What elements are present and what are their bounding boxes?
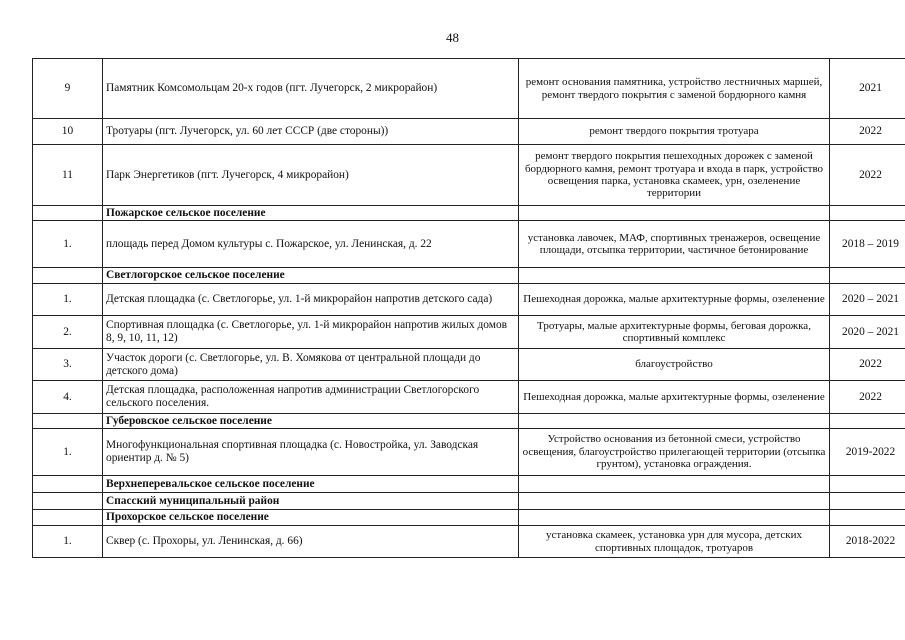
section-header-row	[33, 414, 905, 429]
object-name-cell: Детская площадка, расположенная напротив администрации Светлогорского сельского поселения.	[103, 381, 519, 414]
period-cell: 2021	[830, 59, 905, 119]
row-number-cell: 9	[33, 59, 103, 119]
period-cell: 2022	[830, 119, 905, 145]
row-number-cell: 10	[33, 119, 103, 145]
section-header-row	[33, 476, 905, 493]
object-name-cell: Спортивная площадка (с. Светлогорье, ул. 1-й микрорайон напротив жилых домов 8, 9, 10, 11, 12)	[103, 316, 519, 349]
period-cell	[830, 206, 905, 221]
work-description-cell: ремонт твердого покрытия тротуара	[519, 119, 830, 145]
work-description-cell: установка скамеек, установка урн для мусора, детских спортивных площадок, тротуаров	[519, 526, 830, 558]
work-description-cell: ремонт основания памятника, устройство лестничных маршей, ремонт твердого покрытия с заменой бордюрного камня	[519, 59, 830, 119]
object-name-cell: Прохорское сельское поселение	[103, 510, 519, 526]
work-description-cell	[519, 414, 830, 429]
table-row	[33, 284, 905, 316]
row-number-cell: 3.	[33, 349, 103, 381]
work-description-cell: ремонт твердого покрытия пешеходных дорожек с заменой бордюрного камня, ремонт тротуара и входа в парк, устройство освещения парка, установка скамеек, урн, озеленение территории	[519, 145, 830, 206]
period-cell: 2022	[830, 145, 905, 206]
object-name-cell: Тротуары (пгт. Лучегорск, ул. 60 лет СССР (две стороны))	[103, 119, 519, 145]
table-row	[33, 526, 905, 558]
table-row	[33, 145, 905, 206]
work-description-cell: установка лавочек, МАФ, спортивных тренажеров, освещение площади, отсыпка территории, частичное бетонирование	[519, 221, 830, 268]
object-name-cell: Многофункциональная спортивная площадка (с. Новостройка, ул. Заводская ориентир д. № 5)	[103, 429, 519, 476]
table-row	[33, 119, 905, 145]
period-cell: 2020 – 2021	[830, 316, 905, 349]
object-name-cell: Памятник Комсомольцам 20-х годов (пгт. Лучегорск, 2 микрорайон)	[103, 59, 519, 119]
table-row	[33, 221, 905, 268]
object-name-cell: Участок дороги (с. Светлогорье, ул. В. Хомякова от центральной площади до детского дома)	[103, 349, 519, 381]
row-number-cell: 1.	[33, 221, 103, 268]
row-number-cell: 1.	[33, 284, 103, 316]
row-number-cell	[33, 493, 103, 510]
work-description-cell: Тротуары, малые архитектурные формы, беговая дорожка, спортивный комплекс	[519, 316, 830, 349]
row-number-cell: 11	[33, 145, 103, 206]
period-cell	[830, 493, 905, 510]
section-header-row	[33, 493, 905, 510]
page-number: 48	[446, 30, 459, 45]
work-description-cell	[519, 476, 830, 493]
row-number-cell	[33, 510, 103, 526]
object-name-cell: Губеровское сельское поселение	[103, 414, 519, 429]
object-name-cell: Детская площадка (с. Светлогорье, ул. 1-й микрорайон напротив детского сада)	[103, 284, 519, 316]
work-description-cell	[519, 493, 830, 510]
row-number-cell: 2.	[33, 316, 103, 349]
row-number-cell	[33, 268, 103, 284]
object-name-cell: Пожарское сельское поселение	[103, 206, 519, 221]
period-cell: 2022	[830, 349, 905, 381]
work-description-cell: Пешеходная дорожка, малые архитектурные формы, озеленение	[519, 381, 830, 414]
work-description-cell: Устройство основания из бетонной смеси, устройство освещения, благоустройство прилегающей территории (отсыпка грунтом), установка ограждения.	[519, 429, 830, 476]
improvement-table	[32, 58, 905, 558]
row-number-cell	[33, 206, 103, 221]
period-cell	[830, 268, 905, 284]
table-row	[33, 429, 905, 476]
object-name-cell: Парк Энергетиков (пгт. Лучегорск, 4 микрорайон)	[103, 145, 519, 206]
work-description-cell	[519, 268, 830, 284]
object-name-cell: Спасский муниципальный район	[103, 493, 519, 510]
object-name-cell: Верхнеперевальское сельское поселение	[103, 476, 519, 493]
row-number-cell: 4.	[33, 381, 103, 414]
row-number-cell	[33, 414, 103, 429]
period-cell: 2022	[830, 381, 905, 414]
period-cell: 2020 – 2021	[830, 284, 905, 316]
period-cell: 2018 – 2019	[830, 221, 905, 268]
table-row	[33, 59, 905, 119]
period-cell	[830, 476, 905, 493]
object-name-cell: Светлогорское сельское поселение	[103, 268, 519, 284]
table-row	[33, 316, 905, 349]
period-cell: 2018-2022	[830, 526, 905, 558]
section-header-row	[33, 206, 905, 221]
period-cell	[830, 414, 905, 429]
work-description-cell: Пешеходная дорожка, малые архитектурные формы, озеленение	[519, 284, 830, 316]
object-name-cell: Сквер (с. Прохоры, ул. Ленинская, д. 66)	[103, 526, 519, 558]
object-name-cell: площадь перед Домом культуры с. Пожарское, ул. Ленинская, д. 22	[103, 221, 519, 268]
work-description-cell	[519, 206, 830, 221]
section-header-row	[33, 268, 905, 284]
row-number-cell	[33, 476, 103, 493]
table-row	[33, 349, 905, 381]
row-number-cell: 1.	[33, 526, 103, 558]
table-row	[33, 381, 905, 414]
work-description-cell: благоустройство	[519, 349, 830, 381]
row-number-cell: 1.	[33, 429, 103, 476]
period-cell: 2019-2022	[830, 429, 905, 476]
section-header-row	[33, 510, 905, 526]
work-description-cell	[519, 510, 830, 526]
period-cell	[830, 510, 905, 526]
